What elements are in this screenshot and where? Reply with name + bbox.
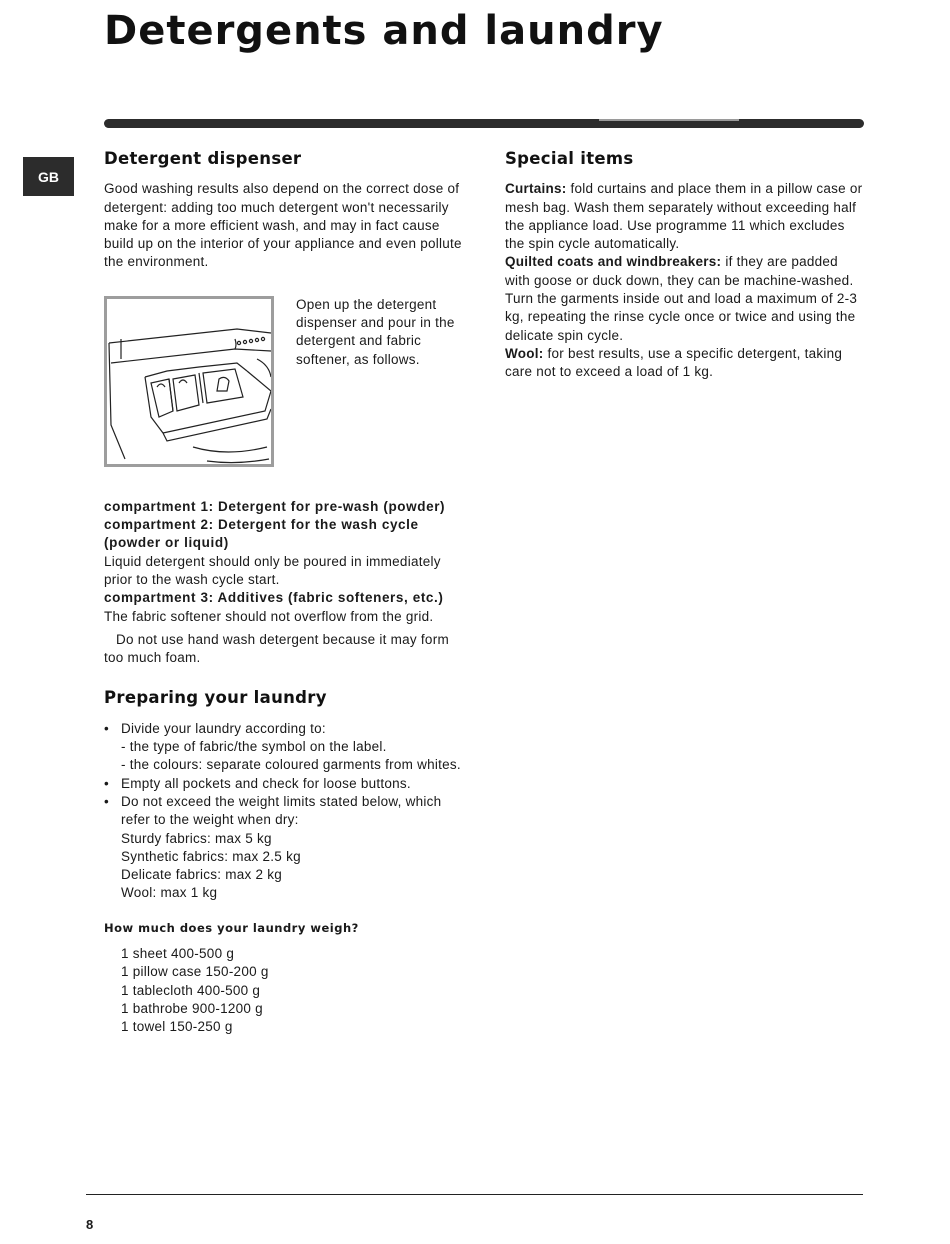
left-column xyxy=(104,150,466,1037)
weight-item: 1 sheet 400-500 g xyxy=(121,946,235,962)
bullet-icon: • xyxy=(104,793,109,809)
compartment-2: compartment 2: Detergent for the wash cycle (powder or liquid) xyxy=(104,517,419,551)
laundry-weight-list xyxy=(104,945,466,1036)
preparing-laundry-heading: Preparing your laundry xyxy=(104,688,327,708)
list-item xyxy=(104,720,466,775)
laundry-weight-heading: How much does your laundry weigh? xyxy=(104,920,359,935)
wool-text: for best results, use a specific detergent, taking care not to exceed a load of 1 kg. xyxy=(505,345,843,380)
dispenser-intro: Good washing results also depend on the correct dose of detergent: adding too much detergent won't necessarily make for a more efficient wash, and may in fact cause build up on the interior of your appliance and even pollute the environment. xyxy=(104,181,462,270)
limits-text: Do not exceed the weight limits stated below, which refer to the weight when dry: xyxy=(121,793,442,828)
pockets-text: Empty all pockets and check for loose buttons. xyxy=(121,775,411,791)
special-items-heading: Special items xyxy=(505,149,634,168)
weight-item: 1 pillow case 150-200 g xyxy=(121,964,269,980)
divide-sub-fabric: - the type of fabric/the symbol on the label. xyxy=(121,739,387,755)
compartment-3: compartment 3: Additives (fabric softeners, etc.) xyxy=(104,590,444,606)
detergent-dispenser-illustration xyxy=(104,296,274,467)
weight-item: 1 tablecloth 400-500 g xyxy=(121,982,261,998)
wool-label: Wool: xyxy=(505,345,544,361)
list-item xyxy=(104,775,466,793)
right-column xyxy=(505,150,865,382)
curtains-text: fold curtains and place them in a pillow case or mesh bag. Wash them separately without exceeding half the appliance load. Use programme 11 which excludes the spin cycle automatically. xyxy=(505,181,863,252)
limit-item: Delicate fabrics: max 2 kg xyxy=(121,867,283,883)
wool-paragraph xyxy=(505,345,865,382)
curtains-paragraph xyxy=(505,180,865,253)
quilted-text: if they are padded with goose or duck down, they can be machine-washed. Turn the garments inside out and load a maximum of 2-3 kg, repeating the rinse cycle once or twice and using the delicate spin cycle. xyxy=(505,254,858,343)
limit-item: Wool: max 1 kg xyxy=(121,885,218,901)
limit-item: Sturdy fabrics: max 5 kg xyxy=(121,830,272,846)
divide-sub-colours: - the colours: separate coloured garments from whites. xyxy=(121,757,461,773)
hand-wash-warning: Do not use hand wash detergent because it may form too much foam. xyxy=(104,631,449,666)
page-title: Detergents and laundry xyxy=(104,8,664,54)
weight-item: 1 bathrobe 900-1200 g xyxy=(121,1000,263,1016)
bullet-icon: • xyxy=(104,720,109,736)
language-tab: GB xyxy=(23,157,74,196)
quilted-paragraph xyxy=(505,253,865,344)
list-item xyxy=(104,793,466,903)
limit-item: Synthetic fabrics: max 2.5 kg xyxy=(121,848,301,864)
preparing-list xyxy=(104,720,466,903)
bullet-icon: • xyxy=(104,775,109,791)
detergent-dispenser-heading: Detergent dispenser xyxy=(104,149,302,168)
figure-caption: Open up the detergent dispenser and pour in the detergent and fabric softener, as follows. xyxy=(296,296,455,367)
compartment-2-note: Liquid detergent should only be poured in immediately prior to the wash cycle start. xyxy=(104,553,441,587)
divide-text: Divide your laundry according to: xyxy=(121,720,326,736)
curtains-label: Curtains: xyxy=(505,181,567,197)
weight-item: 1 towel 150-250 g xyxy=(121,1019,233,1035)
page-number: 8 xyxy=(86,1217,94,1232)
dispenser-figure-block xyxy=(104,296,466,472)
footer-rule xyxy=(86,1194,863,1195)
title-rule xyxy=(104,119,864,128)
compartment-list xyxy=(104,498,466,626)
quilted-label: Quilted coats and windbreakers: xyxy=(505,254,722,270)
compartment-3-note: The fabric softener should not overflow from the grid. xyxy=(104,608,434,624)
compartment-1: compartment 1: Detergent for pre-wash (powder) xyxy=(104,498,446,514)
